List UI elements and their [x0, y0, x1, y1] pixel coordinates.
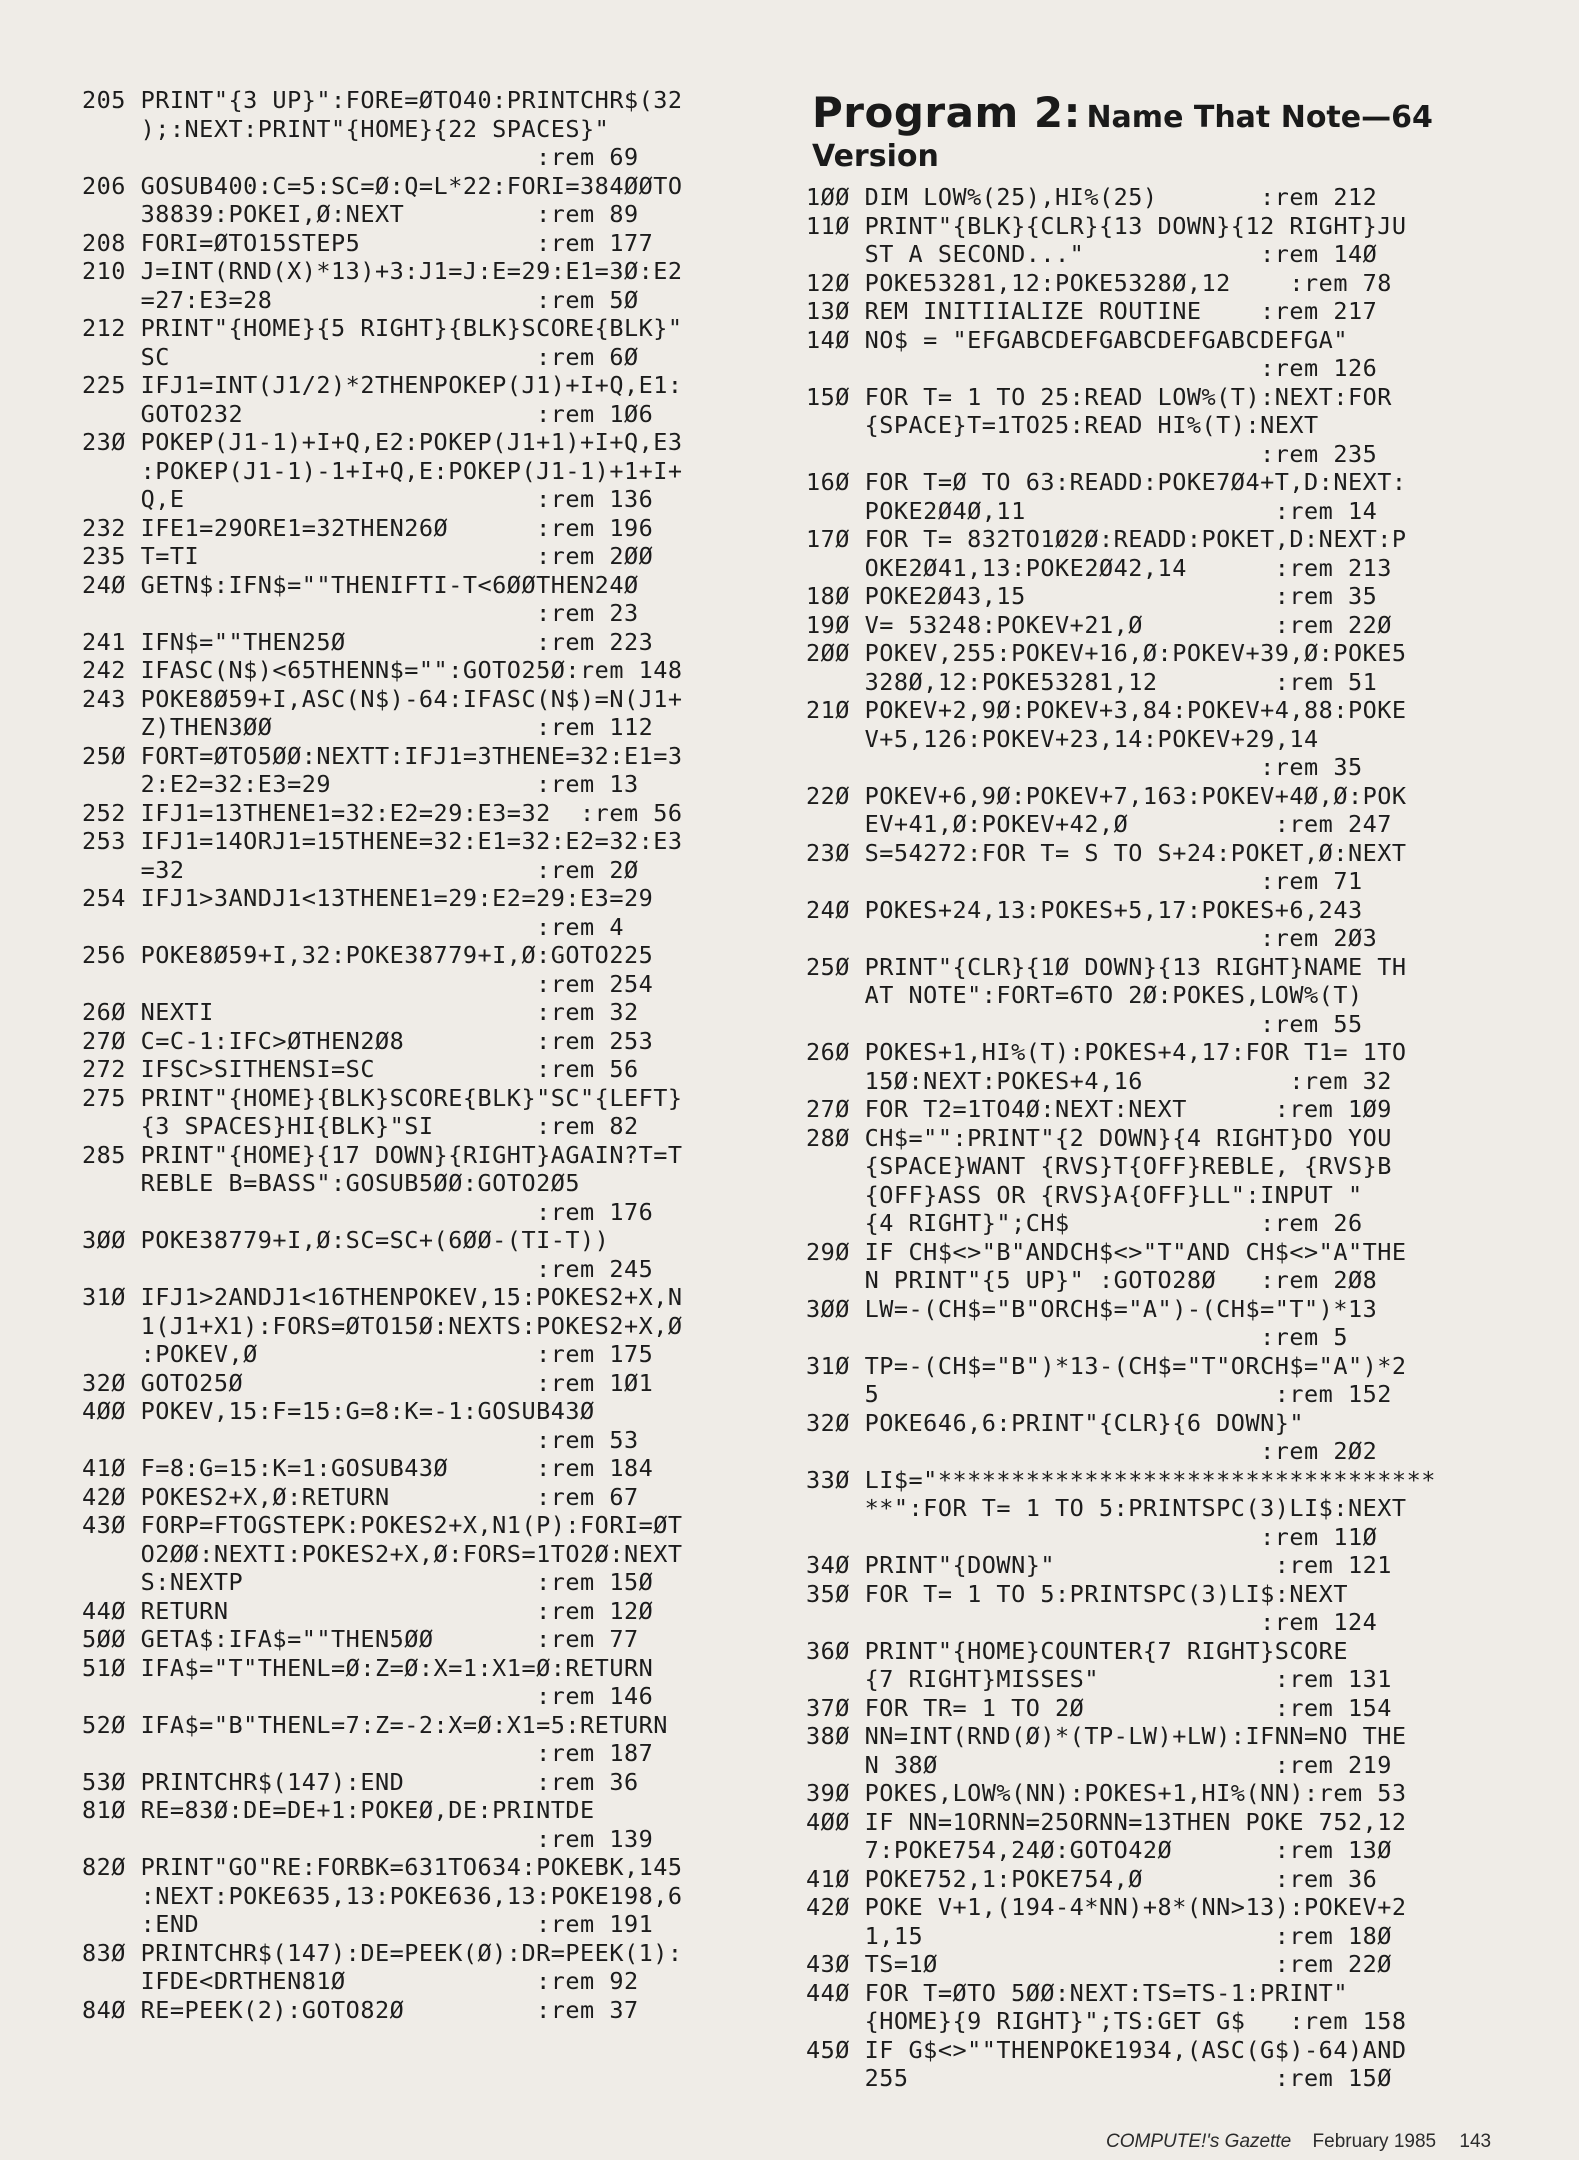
code-line: :rem 146 — [82, 1682, 654, 1710]
code-line: 26Ø NEXTI :rem 32 — [82, 998, 639, 1026]
code-line: {7 RIGHT}MISSES" :rem 131 — [806, 1665, 1392, 1693]
code-line: :rem 35 — [806, 753, 1363, 781]
code-line: 2ØØ POKEV,255:POKEV+16,Ø:POKEV+39,Ø:POKE5 — [806, 639, 1407, 667]
right-code-column — [806, 183, 1506, 2093]
magazine-name: COMPUTE!'s Gazette — [1106, 2131, 1292, 2152]
code-line: 27Ø FOR T2=1TO4Ø:NEXT:NEXT :rem 1Ø9 — [806, 1095, 1392, 1123]
code-line: 210 J=INT(RND(X)*13)+3:J1=J:E=29:E1=3Ø:E2 — [82, 257, 683, 285]
code-line: 18Ø POKE2Ø43,15 :rem 35 — [806, 582, 1378, 610]
code-line: AT NOTE":FORT=6TO 2Ø:POKES,LOW%(T) — [806, 981, 1363, 1009]
code-line: 225 IFJ1=INT(J1/2)*2THENPOKEP(J1)+I+Q,E1: — [82, 371, 683, 399]
code-line: 25Ø FORT=ØTO5ØØ:NEXTT:IFJ1=3THENE=32:E1=3 — [82, 741, 683, 770]
code-line: 4ØØ IF NN=1ORNN=25ORNN=13THEN POKE 752,12 — [806, 1807, 1407, 1836]
code-line: :POKEV,Ø :rem 175 — [82, 1340, 654, 1368]
code-line: :rem 4 — [82, 912, 624, 941]
code-line: 39Ø POKES,LOW%(NN):POKES+1,HI%(NN):rem 53 — [806, 1779, 1407, 1807]
code-line: 27Ø C=C-1:IFC>ØTHEN2Ø8 :rem 253 — [82, 1026, 654, 1055]
code-line: 19Ø V= 53248:POKEV+21,Ø :rem 22Ø — [806, 610, 1392, 639]
code-line: 2:E2=32:E3=29 :rem 13 — [82, 770, 639, 798]
code-line: 235 T=TI :rem 2ØØ — [82, 542, 654, 570]
code-line: 15Ø:NEXT:POKES+4,16 :rem 32 — [806, 1066, 1392, 1095]
code-line: 34Ø PRINT"{DOWN}" :rem 121 — [806, 1551, 1392, 1579]
code-line: =32 :rem 2Ø — [82, 855, 639, 884]
code-line: :POKEP(J1-1)-1+I+Q,E:POKEP(J1-1)+1+I+ — [82, 456, 683, 485]
code-line: EV+41,Ø:POKEV+42,Ø :rem 247 — [806, 810, 1392, 838]
code-line: 51Ø IFA$="T"THENL=Ø:Z=Ø:X=1:X1=Ø:RETURN — [82, 1653, 654, 1682]
code-line: IFDE<DRTHEN81Ø :rem 92 — [82, 1967, 639, 1995]
code-line: 44Ø RETURN :rem 12Ø — [82, 1596, 654, 1625]
code-line: 5ØØ GETA$:IFA$=""THEN5ØØ :rem 77 — [82, 1625, 639, 1653]
code-line: 328Ø,12:POKE53281,12 :rem 51 — [806, 667, 1378, 696]
code-line: 1,15 :rem 18Ø — [806, 1921, 1392, 1950]
code-line: 24Ø GETN$:IFN$=""THENIFTI-T<6ØØTHEN24Ø — [82, 570, 639, 599]
code-line: 44Ø FOR T=ØTO 5ØØ:NEXT:TS=TS-1:PRINT" — [806, 1978, 1348, 2007]
code-line: 41Ø POKE752,1:POKE754,Ø :rem 36 — [806, 1864, 1378, 1893]
code-line: 13Ø REM INITIIALIZE ROUTINE :rem 217 — [806, 297, 1378, 325]
code-line: 43Ø TS=1Ø :rem 22Ø — [806, 1950, 1392, 1978]
code-line: Z)THEN3ØØ :rem 112 — [82, 713, 654, 741]
code-line: 252 IFJ1=13THENE1=32:E2=29:E3=32 :rem 56 — [82, 798, 683, 827]
code-line: 12Ø POKE53281,12:POKE5328Ø,12 :rem 78 — [806, 268, 1392, 297]
code-line: {4 RIGHT}";CH$ :rem 26 — [806, 1209, 1363, 1237]
code-line: 53Ø PRINTCHR$(147):END :rem 36 — [82, 1767, 639, 1796]
code-line: 23Ø POKEP(J1-1)+I+Q,E2:POKEP(J1+1)+I+Q,E3 — [82, 428, 683, 456]
code-line: 29Ø IF CH$<>"B"ANDCH$<>"T"AND CH$<>"A"THE — [806, 1237, 1407, 1266]
code-line: POKE2Ø4Ø,11 :rem 14 — [806, 496, 1378, 525]
code-line: :rem 2Ø2 — [806, 1437, 1378, 1465]
code-line: :rem 254 — [82, 969, 654, 998]
code-line: 42Ø POKE V+1,(194-4*NN)+8*(NN>13):POKEV+2 — [806, 1893, 1407, 1921]
code-line: 32Ø GOTO25Ø :rem 1Ø1 — [82, 1368, 654, 1397]
code-line: SC :rem 6Ø — [82, 342, 639, 371]
code-line: 26Ø POKES+1,HI%(T):POKES+4,17:FOR T1= 1TO — [806, 1038, 1407, 1066]
code-line: 242 IFASC(N$)<65THENN$="":GOTO25Ø:rem 148 — [82, 656, 683, 684]
code-line: 82Ø PRINT"GO"RE:FORBK=631TO634:POKEBK,145 — [82, 1853, 683, 1881]
issue-date: February 1985 — [1312, 2131, 1437, 2152]
code-line: =27:E3=28 :rem 5Ø — [82, 285, 639, 314]
code-line: :rem 245 — [82, 1254, 654, 1283]
code-line: O2ØØ:NEXTI:POKES2+X,Ø:FORS=1TO2Ø:NEXT — [82, 1539, 683, 1568]
code-line: 285 PRINT"{HOME}{17 DOWN}{RIGHT}AGAIN?T=T — [82, 1140, 683, 1169]
listing-title-lead: Program 2: — [812, 88, 1081, 137]
code-line: 241 IFN$=""THEN25Ø :rem 223 — [82, 627, 654, 656]
code-line: 42Ø POKES2+X,Ø:RETURN :rem 67 — [82, 1482, 639, 1511]
listing-title-rest: Name That Note—64 — [1086, 100, 1433, 135]
code-line: 4ØØ POKEV,15:F=15:G=8:K=-1:GOSUB43Ø — [82, 1397, 595, 1425]
code-line: GOTO232 :rem 1Ø6 — [82, 399, 654, 428]
code-line: {3 SPACES}HI{BLK}"SI :rem 82 — [82, 1112, 639, 1140]
code-line: 15Ø FOR T= 1 TO 25:READ LOW%(T):NEXT:FOR — [806, 382, 1392, 411]
code-line: 272 IFSC>SITHENSI=SC :rem 56 — [82, 1055, 639, 1083]
code-line: 206 GOSUB400:C=5:SC=Ø:Q=L*22:FORI=384ØØTO — [82, 171, 683, 200]
code-line: REBLE B=BASS":GOSUB5ØØ:GOTO2Ø5 — [82, 1169, 581, 1197]
code-line: 14Ø NO$ = "EFGABCDEFGABCDEFGABCDEFGA" — [806, 325, 1348, 354]
code-line: 205 PRINT"{3 UP}":FORE=ØTO40:PRINTCHR$(32 — [82, 86, 683, 114]
code-line: 243 POKE8Ø59+I,ASC(N$)-64:IFASC(N$)=N(J1+ — [82, 684, 683, 713]
code-line: );:NEXT:PRINT"{HOME}{22 SPACES}" — [82, 114, 610, 143]
code-line: {HOME}{9 RIGHT}";TS:GET G$ :rem 158 — [806, 2007, 1407, 2035]
code-line: :rem 235 — [806, 439, 1378, 468]
code-line: :rem 2Ø3 — [806, 924, 1378, 952]
code-line: 7:POKE754,24Ø:GOTO42Ø :rem 13Ø — [806, 1836, 1392, 1864]
code-line: 256 POKE8Ø59+I,32:POKE38779+I,Ø:GOTO225 — [82, 941, 654, 969]
code-line: 253 IFJ1=14ORJ1=15THENE=32:E1=32:E2=32:E3 — [82, 827, 683, 855]
code-line: 3ØØ POKE38779+I,Ø:SC=SC+(6ØØ-(TI-T)) — [82, 1226, 610, 1254]
code-line: :rem 176 — [82, 1197, 654, 1226]
code-line: 21Ø POKEV+2,9Ø:POKEV+3,84:POKEV+4,88:POKE — [806, 696, 1407, 724]
code-line: 5 :rem 152 — [806, 1380, 1392, 1408]
code-line: {OFF}ASS OR {RVS}A{OFF}LL":INPUT " — [806, 1180, 1363, 1209]
code-line: 35Ø FOR T= 1 TO 5:PRINTSPC(3)LI$:NEXT — [806, 1579, 1348, 1608]
code-line: 23Ø S=54272:FOR T= S TO S+24:POKET,Ø:NEXT — [806, 838, 1407, 867]
code-line: **":FOR T= 1 TO 5:PRINTSPC(3)LI$:NEXT — [806, 1494, 1407, 1522]
code-line: 38839:POKEI,Ø:NEXT :rem 89 — [82, 200, 639, 228]
code-line: 45Ø IF G$<>""THENPOKE1934,(ASC(G$)-64)AND — [806, 2035, 1407, 2064]
code-line: 36Ø PRINT"{HOME}COUNTER{7 RIGHT}SCORE — [806, 1636, 1348, 1665]
code-line: N 38Ø :rem 219 — [806, 1750, 1392, 1779]
code-line: :END :rem 191 — [82, 1910, 654, 1938]
code-line: :rem 71 — [806, 867, 1363, 895]
code-line: 52Ø IFA$="B"THENL=7:Z=-2:X=Ø:X1=5:RETURN — [82, 1710, 668, 1739]
code-line: 275 PRINT"{HOME}{BLK}SCORE{BLK}"SC"{LEFT} — [82, 1083, 683, 1112]
code-line: :rem 55 — [806, 1009, 1363, 1038]
code-line: {SPACE}WANT {RVS}T{OFF}REBLE, {RVS}B — [806, 1152, 1392, 1180]
code-line: 43Ø FORP=FTOGSTEPK:POKES2+X,N1(P):FORI=ØT — [82, 1511, 683, 1539]
code-line: S:NEXTP :rem 15Ø — [82, 1568, 654, 1596]
code-line: OKE2Ø41,13:POKE2Ø42,14 :rem 213 — [806, 553, 1392, 582]
code-line: 84Ø RE=PEEK(2):GOTO82Ø :rem 37 — [82, 1995, 639, 2024]
code-line: 31Ø TP=-(CH$="B")*13-(CH$="T"ORCH$="A")*2 — [806, 1351, 1407, 1380]
code-line: :rem 139 — [82, 1824, 654, 1853]
code-line: :rem 11Ø — [806, 1522, 1378, 1551]
left-code-column — [82, 86, 780, 2024]
code-line: {SPACE}T=1TO25:READ HI%(T):NEXT — [806, 411, 1319, 439]
code-line: 22Ø POKEV+6,9Ø:POKEV+7,163:POKEV+4Ø,Ø:POK — [806, 781, 1407, 810]
code-line: 41Ø F=8:G=15:K=1:GOSUB43Ø :rem 184 — [82, 1454, 654, 1482]
code-line: N PRINT"{5 UP}" :GOTO28Ø :rem 2Ø8 — [806, 1266, 1378, 1294]
listing-title — [812, 88, 1512, 174]
code-line: 28Ø CH$="":PRINT"{2 DOWN}{4 RIGHT}DO YOU — [806, 1123, 1392, 1152]
code-line: 32Ø POKE646,6:PRINT"{CLR}{6 DOWN}" — [806, 1408, 1305, 1437]
code-line: :rem 69 — [82, 143, 639, 171]
code-line: 38Ø NN=INT(RND(Ø)*(TP-LW)+LW):IFNN=NO THE — [806, 1722, 1407, 1750]
code-line: 37Ø FOR TR= 1 TO 2Ø :rem 154 — [806, 1693, 1392, 1722]
code-line: 11Ø PRINT"{BLK}{CLR}{13 DOWN}{12 RIGHT}JU — [806, 211, 1407, 240]
code-line: :rem 53 — [82, 1425, 639, 1454]
code-line: 1(J1+X1):FORS=ØTO15Ø:NEXTS:POKES2+X,Ø — [82, 1311, 683, 1340]
code-line: :rem 23 — [82, 599, 639, 627]
code-line: :NEXT:POKE635,13:POKE636,13:POKE198,6 — [82, 1881, 683, 1910]
code-line: 31Ø IFJ1>2ANDJ1<16THENPOKEV,15:POKES2+X,N — [82, 1283, 683, 1311]
code-line: 25Ø PRINT"{CLR}{1Ø DOWN}{13 RIGHT}NAME TH — [806, 952, 1407, 981]
listing-title-line2: Version — [812, 139, 939, 174]
page-number: 143 — [1459, 2131, 1492, 2152]
code-line: 232 IFE1=29ORE1=32THEN26Ø :rem 196 — [82, 513, 654, 542]
code-line: :rem 124 — [806, 1608, 1378, 1636]
code-line: 81Ø RE=83Ø:DE=DE+1:POKEØ,DE:PRINTDE — [82, 1796, 595, 1824]
code-line: 255 :rem 15Ø — [806, 2064, 1392, 2092]
code-line: 254 IFJ1>3ANDJ1<13THENE1=29:E2=29:E3=29 — [82, 884, 654, 912]
code-line: 83Ø PRINTCHR$(147):DE=PEEK(Ø):DR=PEEK(1): — [82, 1938, 683, 1967]
code-line: 208 FORI=ØTO15STEP5 :rem 177 — [82, 228, 654, 257]
page-footer — [1106, 2131, 1491, 2153]
code-line: :rem 126 — [806, 354, 1378, 382]
code-line: 24Ø POKES+24,13:POKES+5,17:POKES+6,243 — [806, 895, 1363, 924]
code-line: :rem 187 — [82, 1739, 654, 1767]
code-line: 33Ø LI$="********************************** — [806, 1465, 1436, 1494]
code-line: ST A SECOND..." :rem 14Ø — [806, 240, 1378, 268]
code-line: 3ØØ LW=-(CH$="B"ORCH$="A")-(CH$="T")*13 — [806, 1294, 1378, 1323]
code-line: Q,E :rem 136 — [82, 485, 654, 513]
code-line: 16Ø FOR T=Ø TO 63:READD:POKE7Ø4+T,D:NEXT: — [806, 468, 1407, 496]
code-line: V+5,126:POKEV+23,14:POKEV+29,14 — [806, 724, 1319, 753]
code-line: 1ØØ DIM LOW%(25),HI%(25) :rem 212 — [806, 183, 1378, 211]
code-line: :rem 5 — [806, 1323, 1348, 1351]
code-line: 17Ø FOR T= 832TO1Ø2Ø:READD:POKET,D:NEXT:P — [806, 525, 1407, 553]
code-line: 212 PRINT"{HOME}{5 RIGHT}{BLK}SCORE{BLK}" — [82, 314, 683, 342]
